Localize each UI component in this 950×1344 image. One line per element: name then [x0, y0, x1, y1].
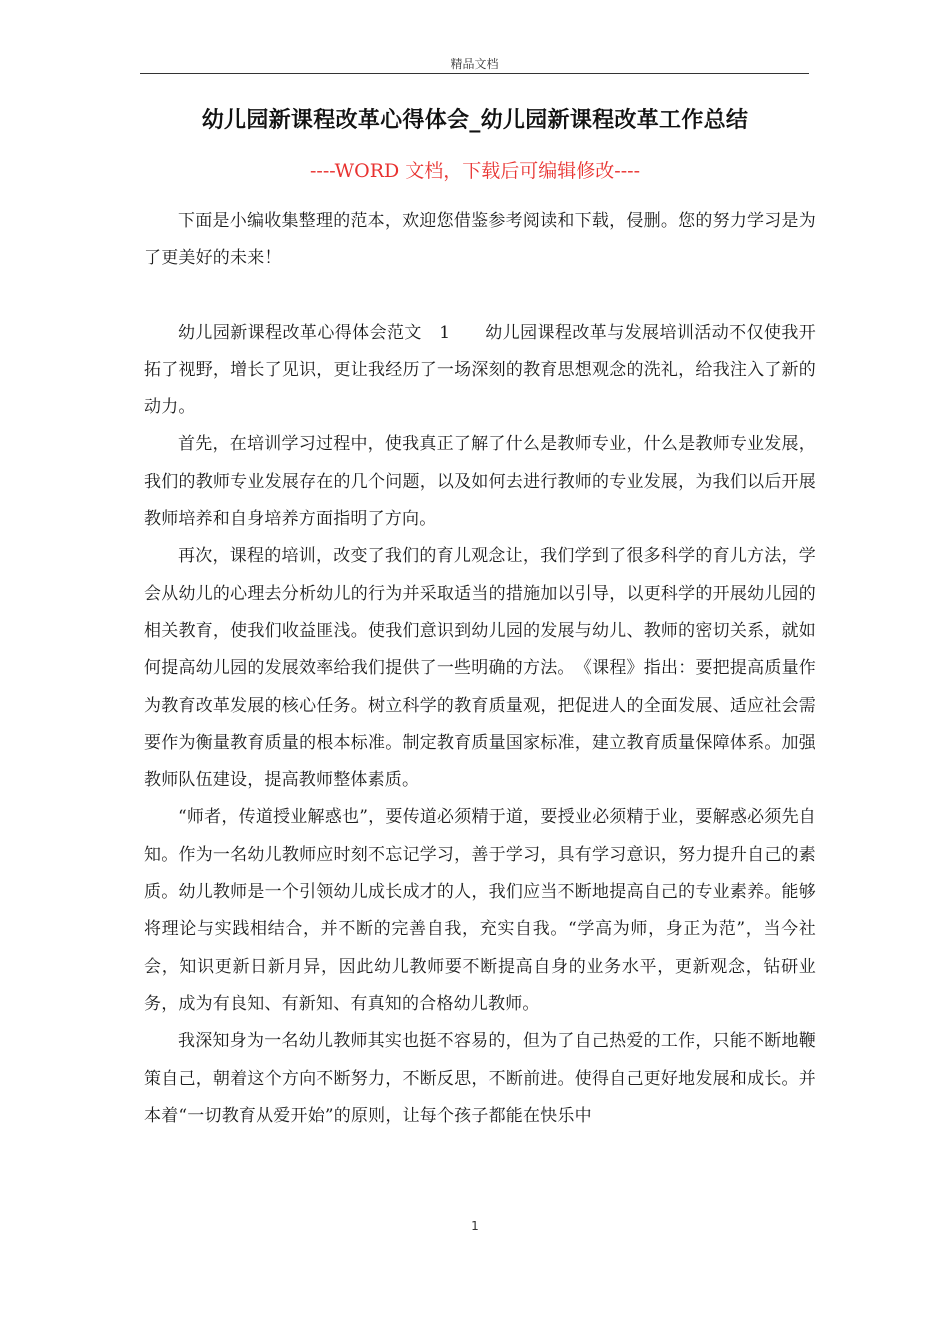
page-header: [140, 56, 809, 74]
header-label: 精品文档: [450, 57, 499, 71]
body-paragraph-4: “师者，传道授业解惑也”，要传道必须精于道，要授业必须精于业，要解惑必须先自知。作为一名幼儿教师应时刻不忘记学习，善于学习，具有学习意识，努力提升自己的素质。幼儿教师是一个引领幼儿成长成才的人，我们应当不断地提高自己的专业素养。能够将理论与实践相结合，并不断的完善自我，充实自我。“学高为师，身正为范”，当今社会，知识更新日新月异，因此幼儿教师要不断提高自身的业务水平，更新观念，钻研业务，成为有良知、有新知、有真知的合格幼儿教师。: [144, 807, 816, 1014]
body-paragraph-1: 幼儿园新课程改革心得体会范文 1 幼儿园课程改革与发展培训活动不仅使我开拓了视野，增长了见识，更让我经历了一场深刻的教育思想观念的洗礼，给我注入了新的动力。: [144, 322, 816, 418]
document-title: 幼儿园新课程改革心得体会_幼儿园新课程改革工作总结: [201, 107, 749, 133]
body-paragraph-5: 我深知身为一名幼儿教师其实也挺不容易的，但为了自己热爱的工作，只能不断地鞭策自己，朝着这个方向不断努力，不断反思，不断前进。使得自己更好地发展和成长。并本着“一切教育从爱开始”的原则，让每个孩子都能在快乐中: [144, 1031, 816, 1126]
intro-paragraph: 下面是小编收集整理的范本，欢迎您借鉴参考阅读和下载，侵删。您的努力学习是为了更美好的未来！: [144, 211, 816, 269]
document-subtitle: ----WORD 文档，下载后可编辑修改----: [309, 160, 640, 182]
body-paragraph-2: 首先，在培训学习过程中，使我真正了解了什么是教师专业，什么是教师专业发展，我们的教师专业发展存在的几个问题，以及如何去进行教师的专业发展，为我们以后开展教师培养和自身培养方面指明了方向。: [144, 434, 816, 530]
page-number: 1: [471, 1219, 479, 1233]
body-paragraph-3: 再次，课程的培训，改变了我们的育儿观念让，我们学到了很多科学的育儿方法，学会从幼儿的心理去分析幼儿的行为并采取适当的措施加以引导，以更科学的开展幼儿园的相关教育，使我们收益匪浅。使我们意识到幼儿园的发展与幼儿、教师的密切关系，就如何提高幼儿园的发展效率给我们提供了一些明确的方法。 《课程》指出：要把提高质量作为教育改革发展的核心任务。树立科学的教育质量观，把促进人的全面发展、适应社会需要作为衡量教育质量的根本标准。制定教育质量国家标准，建立教育质量保障体系。加强教师队伍建设，提高教师整体素质。: [144, 546, 816, 791]
document-body: [144, 203, 816, 1135]
